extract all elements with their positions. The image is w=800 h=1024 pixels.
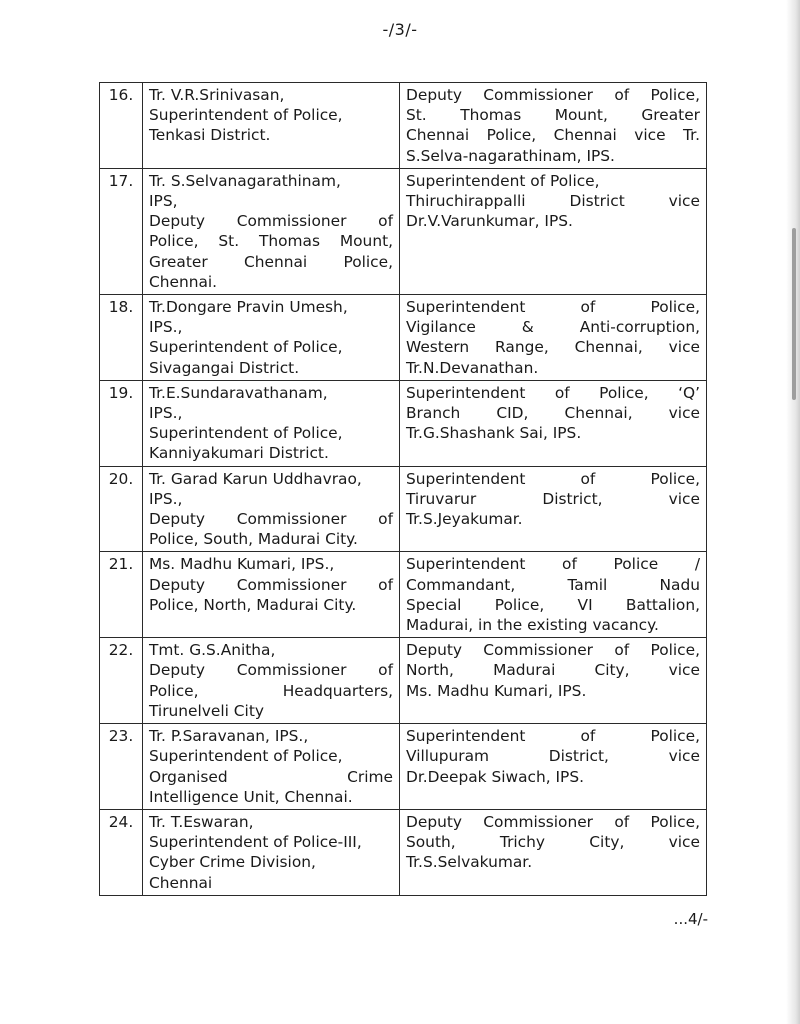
new-posting-cell: [400, 552, 707, 638]
text-line: Deputy Commissioner of Police,: [406, 86, 700, 104]
text-line: Western Range, Chennai, vice: [406, 338, 700, 357]
text-line: Superintendent of Police,: [149, 747, 343, 766]
text-line: Deputy Commissioner of: [149, 661, 393, 680]
new-posting-cell: [400, 295, 707, 381]
text-line: Chennai: [149, 873, 213, 892]
serial-number: 17.: [100, 168, 143, 294]
text-line: Superintendent of Police,: [406, 298, 700, 317]
text-line: IPS.,: [149, 318, 183, 337]
serial-number: 19.: [100, 380, 143, 466]
text-line: Tr.G.Shashank Sai, IPS.: [406, 424, 582, 443]
current-posting-cell: [143, 168, 400, 294]
next-page-indicator: ...4/-: [673, 910, 708, 928]
new-posting-cell: [400, 83, 707, 169]
text-line: Tr. S.Selvanagarathinam,: [149, 171, 341, 190]
new-posting-cell: [400, 380, 707, 466]
text-line: Ms. Madhu Kumari, IPS.,: [149, 555, 335, 574]
table-row: [100, 380, 707, 466]
page-edge-shadow: [786, 0, 800, 1024]
serial-number: 22.: [100, 638, 143, 724]
text-line: Tiruvarur District, vice: [406, 489, 700, 508]
serial-number: 23.: [100, 724, 143, 810]
text-line: Tirunelveli City: [149, 701, 264, 720]
text-line: Tr. Garad Karun Uddhavrao,: [149, 469, 362, 488]
text-line: Intelligence Unit, Chennai.: [149, 787, 353, 806]
text-line: Tr. T.Eswaran,: [149, 812, 254, 831]
text-line: Tr.S.Selvakumar.: [406, 853, 533, 872]
text-line: Superintendent of Police,: [149, 338, 343, 357]
text-line: Superintendent of Police,: [149, 106, 343, 125]
table-row: [100, 168, 707, 294]
text-line: South, Trichy City, vice: [406, 833, 700, 852]
current-posting-cell: [143, 380, 400, 466]
text-line: St. Thomas Mount, Greater: [406, 106, 700, 125]
text-line: Ms. Madhu Kumari, IPS.: [406, 681, 587, 700]
text-line: Branch CID, Chennai, vice: [406, 404, 700, 423]
text-line: Police, South, Madurai City.: [149, 530, 358, 549]
new-posting-cell: [400, 168, 707, 294]
text-line: Deputy Commissioner of: [149, 212, 393, 231]
page-number: -/3/-: [382, 20, 418, 39]
text-line: Dr.V.Varunkumar, IPS.: [406, 212, 573, 231]
text-line: IPS,: [149, 192, 178, 211]
text-line: Superintendent of Police,: [406, 727, 700, 746]
text-line: Tr. P.Saravanan, IPS.,: [149, 727, 309, 746]
text-line: Superintendent of Police,: [149, 424, 343, 443]
text-line: Dr.Deepak Siwach, IPS.: [406, 767, 584, 786]
text-line: Chennai.: [149, 272, 218, 291]
current-posting-cell: [143, 638, 400, 724]
table-row: [100, 466, 707, 552]
text-line: Superintendent of Police, ‘Q’: [406, 383, 700, 402]
new-posting-cell: [400, 809, 707, 895]
text-line: Police, North, Madurai City.: [149, 595, 357, 614]
current-posting-cell: [143, 809, 400, 895]
text-line: Greater Chennai Police,: [149, 252, 393, 271]
new-posting-cell: [400, 724, 707, 810]
text-line: Superintendent of Police,: [406, 469, 700, 488]
text-line: Tr.Dongare Pravin Umesh,: [149, 298, 348, 317]
text-line: Chennai Police, Chennai vice Tr.: [406, 126, 700, 145]
text-line: Superintendent of Police /: [406, 555, 700, 574]
text-line: S.Selva-nagarathinam, IPS.: [406, 146, 615, 165]
text-line: Superintendent of Police-III,: [149, 833, 362, 852]
text-line: Special Police, VI Battalion,: [406, 595, 700, 614]
text-line: Tr.E.Sundaravathanam,: [149, 383, 328, 402]
text-line: Superintendent of Police,: [406, 171, 600, 190]
text-line: Tr. V.R.Srinivasan,: [149, 86, 285, 104]
text-line: North, Madurai City, vice: [406, 661, 700, 680]
text-line: Villupuram District, vice: [406, 747, 700, 766]
serial-number: 16.: [100, 83, 143, 169]
table-row: [100, 638, 707, 724]
current-posting-cell: [143, 295, 400, 381]
text-line: Tr.N.Devanathan.: [406, 358, 539, 377]
serial-number: 21.: [100, 552, 143, 638]
table-row: [100, 83, 707, 169]
current-posting-cell: [143, 724, 400, 810]
serial-number: 18.: [100, 295, 143, 381]
text-line: Tmt. G.S.Anitha,: [149, 641, 276, 660]
text-line: IPS.,: [149, 489, 183, 508]
transfer-postings-table: [99, 82, 707, 896]
scrollbar-thumb[interactable]: [792, 228, 796, 400]
new-posting-cell: [400, 466, 707, 552]
text-line: Tr.S.Jeyakumar.: [406, 510, 523, 529]
serial-number: 24.: [100, 809, 143, 895]
new-posting-cell: [400, 638, 707, 724]
text-line: Vigilance & Anti-corruption,: [406, 318, 700, 337]
table-row: [100, 724, 707, 810]
current-posting-cell: [143, 552, 400, 638]
text-line: Cyber Crime Division,: [149, 853, 316, 872]
text-line: Commandant, Tamil Nadu: [406, 575, 700, 594]
text-line: Sivagangai District.: [149, 358, 300, 377]
text-line: Deputy Commissioner of: [149, 510, 393, 529]
text-line: Deputy Commissioner of Police,: [406, 641, 700, 660]
text-line: Thiruchirappalli District vice: [406, 192, 700, 211]
text-line: Kanniyakumari District.: [149, 444, 329, 463]
serial-number: 20.: [100, 466, 143, 552]
current-posting-cell: [143, 83, 400, 169]
text-line: Madurai, in the existing vacancy.: [406, 616, 659, 635]
text-line: Deputy Commissioner of: [149, 575, 393, 594]
text-line: Deputy Commissioner of Police,: [406, 812, 700, 831]
table-row: [100, 552, 707, 638]
text-line: IPS.,: [149, 404, 183, 423]
text-line: Organised Crime: [149, 767, 393, 786]
text-line: Police, Headquarters,: [149, 681, 393, 700]
table-row: [100, 809, 707, 895]
text-line: Police, St. Thomas Mount,: [149, 232, 393, 251]
text-line: Tenkasi District.: [149, 126, 271, 145]
table-row: [100, 295, 707, 381]
current-posting-cell: [143, 466, 400, 552]
